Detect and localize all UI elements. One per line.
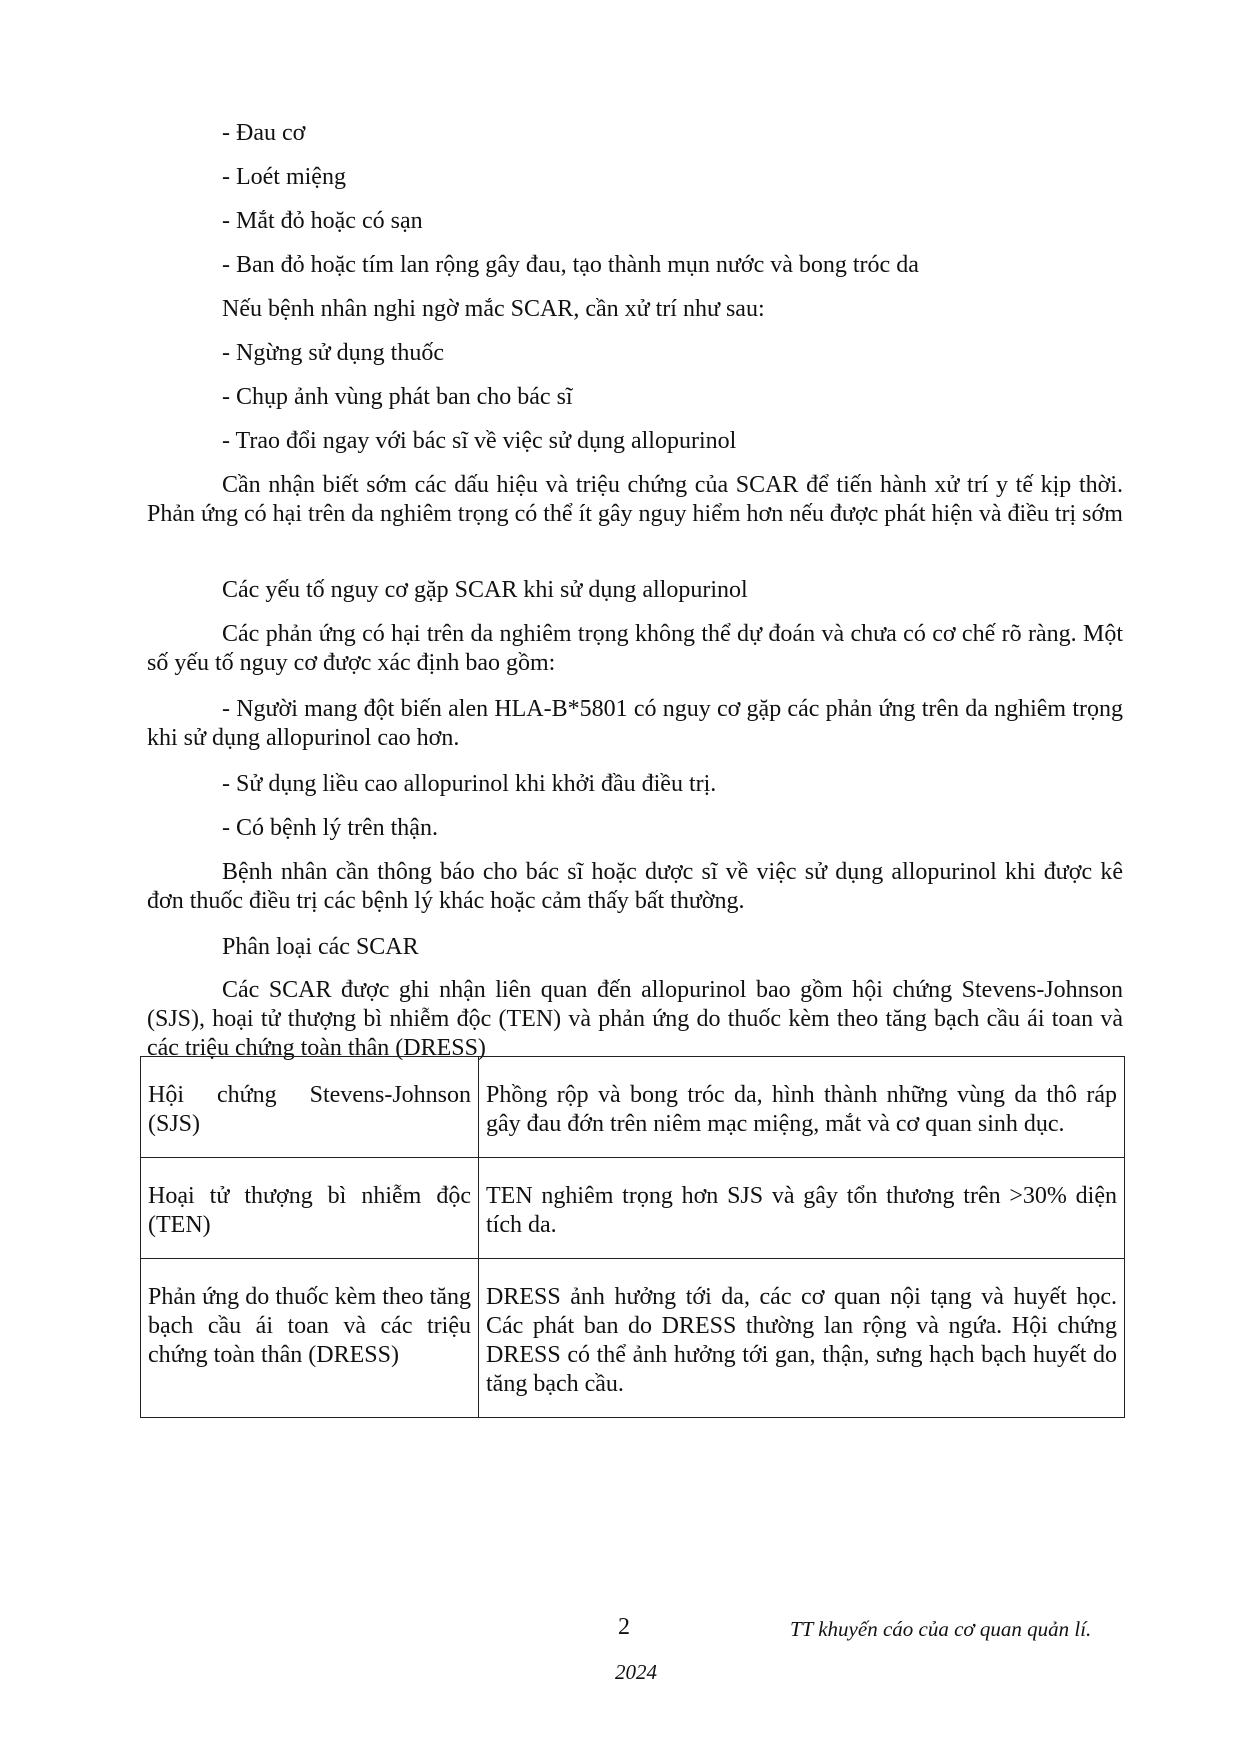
table-row	[141, 1057, 1125, 1158]
action-item: - Chụp ảnh vùng phát ban cho bác sĩ	[222, 384, 573, 410]
classification-intro-paragraph: Các SCAR được ghi nhận liên quan đến allopurinol bao gồm hội chứng Stevens-Johnson (SJS), hoại tử thượng bì nhiễm độc (TEN) và phản ứng do thuốc kèm theo tăng bạch cầu ái toan và các triệu chứng toàn thân (DRESS)	[147, 977, 1123, 1061]
table-cell-description: TEN nghiêm trọng hơn SJS và gây tổn thương trên >30% diện tích da.	[479, 1158, 1125, 1259]
early-recognition-paragraph: Cần nhận biết sớm các dấu hiệu và triệu chứng của SCAR để tiến hành xử trí y tế kịp thời. Phản ứng có hại trên da nghiêm trọng có thể ít gây nguy hiểm hơn nếu được phát hiện và điều trị sớm	[147, 472, 1123, 527]
classification-heading: Phân loại các SCAR	[222, 934, 419, 960]
table-cell-name: Phản ứng do thuốc kèm theo tăng bạch cầu ái toan và các triệu chứng toàn thân (DRESS)	[141, 1259, 479, 1418]
risk-heading: Các yếu tố nguy cơ gặp SCAR khi sử dụng allopurinol	[222, 577, 748, 603]
symptom-item: - Đau cơ	[222, 120, 306, 146]
symptom-item: - Ban đỏ hoặc tím lan rộng gây đau, tạo thành mụn nước và bong tróc da	[222, 252, 919, 278]
page-number: 2	[618, 1614, 630, 1640]
table-cell-description: Phồng rộp và bong tróc da, hình thành những vùng da thô ráp gây đau đớn trên niêm mạc miệng, mắt và cơ quan sinh dục.	[479, 1057, 1125, 1158]
table-row	[141, 1158, 1125, 1259]
risk-factor-item: - Sử dụng liều cao allopurinol khi khởi đầu điều trị.	[222, 771, 717, 797]
footer-year: 2024	[615, 1660, 657, 1684]
suspect-intro: Nếu bệnh nhân nghi ngờ mắc SCAR, cần xử trí như sau:	[222, 296, 765, 322]
risk-factor-item: - Người mang đột biến alen HLA-B*5801 có nguy cơ gặp các phản ứng trên da nghiêm trọng khi sử dụng allopurinol cao hơn.	[147, 696, 1123, 751]
footer-note: TT khuyến cáo của cơ quan quản lí.	[790, 1617, 1092, 1641]
table-cell-name: Hội chứng Stevens-Johnson (SJS)	[141, 1057, 479, 1158]
symptom-item: - Loét miệng	[222, 164, 346, 190]
symptom-item: - Mắt đỏ hoặc có sạn	[222, 208, 423, 234]
action-item: - Ngừng sử dụng thuốc	[222, 340, 444, 366]
scar-table	[140, 1056, 1125, 1418]
risk-intro-paragraph: Các phản ứng có hại trên da nghiêm trọng không thể dự đoán và chưa có cơ chế rõ ràng. Một số yếu tố nguy cơ được xác định bao gồm:	[147, 621, 1123, 676]
action-item: - Trao đổi ngay với bác sĩ về việc sử dụng allopurinol	[222, 428, 737, 454]
table-cell-name: Hoại tử thượng bì nhiễm độc (TEN)	[141, 1158, 479, 1259]
risk-factor-item: - Có bệnh lý trên thận.	[222, 815, 438, 841]
table-row	[141, 1259, 1125, 1418]
notify-paragraph: Bệnh nhân cần thông báo cho bác sĩ hoặc dược sĩ về việc sử dụng allopurinol khi được kê đơn thuốc điều trị các bệnh lý khác hoặc cảm thấy bất thường.	[147, 859, 1123, 914]
table-cell-description: DRESS ảnh hưởng tới da, các cơ quan nội tạng và huyết học. Các phát ban do DRESS thường lan rộng và ngứa. Hội chứng DRESS có thể ảnh hưởng tới gan, thận, sưng hạch bạch huyết do tăng bạch cầu.	[479, 1259, 1125, 1418]
